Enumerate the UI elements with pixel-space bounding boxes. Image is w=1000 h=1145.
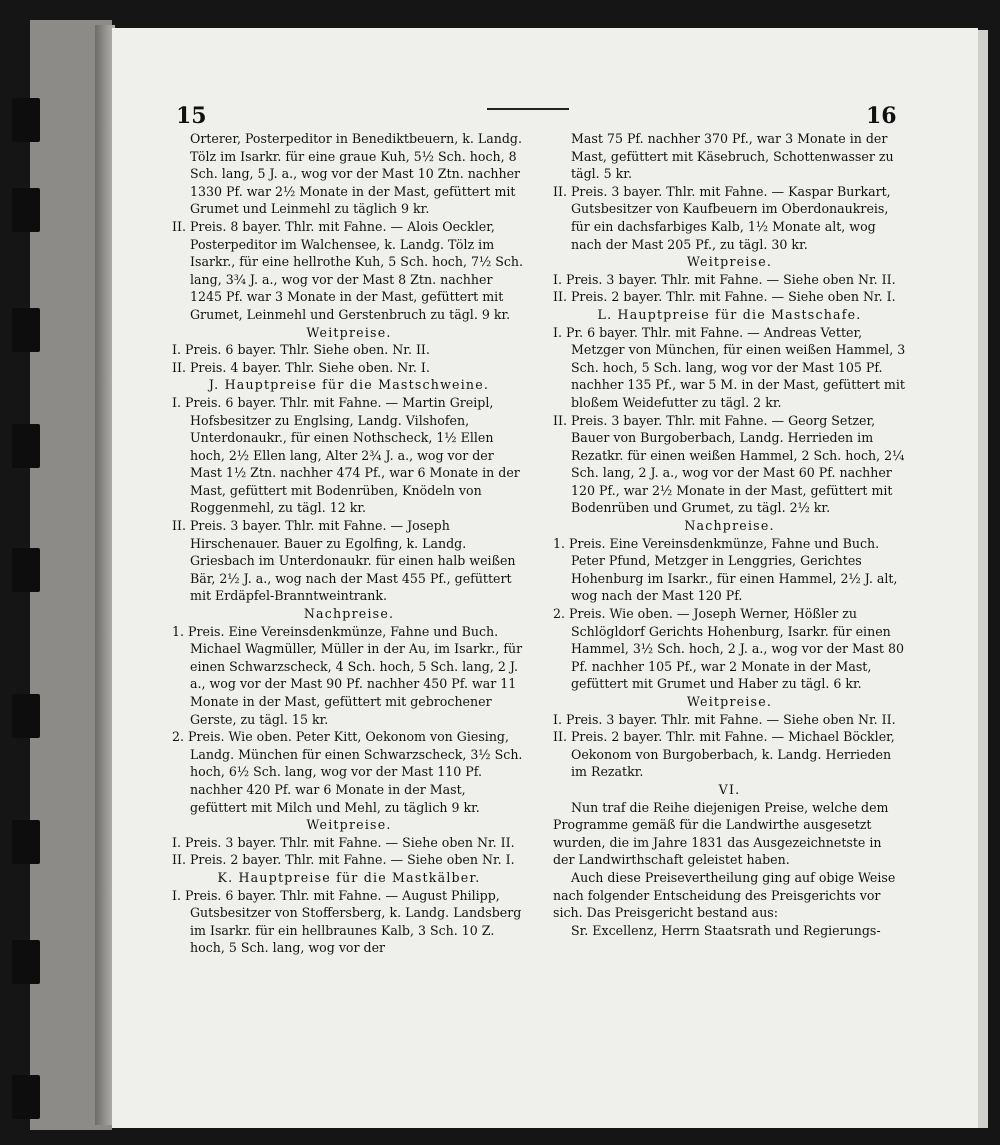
paragraph: Nun traf die Reihe diejenigen Preise, welche dem Programme gemäß für die Landwirthe ausgesetzt wurden, die im Jahre 1831 das Ausgezeichnetste in der Landwirthschaft geleistet haben. — [553, 799, 889, 868]
paragraph: II. Preis. 2 bayer. Thlr. mit Fahne. — Michael Böckler, Oekonom von Burgoberbach, k. Landg. Herrieden im Rezatkr. — [553, 729, 895, 780]
paragraph: II. Preis. 3 bayer. Thlr. mit Fahne. — Kaspar Burkart, Gutsbesitzer von Kaufbeuern im Oberdonaukreis, für ein dachsfarbiges Kalb, 1½ Monate alt, wog nach der Mast 205 Pf., zu tägl. 30 kr. — [553, 183, 891, 252]
page-number-right: 16 — [866, 103, 897, 129]
paragraph: I. Preis. 6 bayer. Thlr. Siehe oben. Nr. II. — [172, 342, 430, 358]
page-tab — [12, 1075, 40, 1119]
section-heading: Weitpreise. — [686, 254, 773, 270]
paragraph: II. Preis. 3 bayer. Thlr. mit Fahne. — Joseph Hirschenauer. Bauer zu Egolfing, k. Landg. Griesbach im Unterdonaukr. für einen halb weißen Bär, 2½ J. a., wog nach der Mast 455 Pf., gefüttert mit Erdäpfel-Branntweintrank. — [172, 518, 516, 604]
page-tab — [12, 694, 40, 738]
section-heading: Weitpreise. — [306, 324, 392, 340]
page-tab — [12, 940, 40, 984]
paragraph: II. Preis. 2 bayer. Thlr. mit Fahne. — Siehe oben Nr. I. — [553, 289, 896, 305]
paragraph: 1. Preis. Eine Vereinsdenkmünze, Fahne und Buch. Michael Wagmüller, Müller in der Au, im Isarkr., für einen Schwarzscheck, 4 Sch. hoch, 5 Sch. lang, 2 J. a., wog vor der Mast 90 Pf. nachher 450 Pf. war 11 Monate in der Mast, gefüttert mit gebrochener Gerste, zu tägl. 15 kr. — [172, 623, 523, 727]
page-tab — [12, 548, 40, 592]
section-heading: Nachpreise. — [684, 518, 775, 534]
paragraph: 2. Preis. Wie oben. — Joseph Werner, Hößler zu Schlögldorf Gerichts Hohenburg, Isarkr. für einen Hammel, 3½ Sch. hoch, 2 J. a., wog vor der Mast 80 Pf. nachher 105 Pf., war 2 Monate in der Mast, gefüttert mit Grumet und Haber zu tägl. 6 kr. — [553, 606, 904, 692]
paragraph: I. Preis. 3 bayer. Thlr. mit Fahne. — Siehe oben Nr. II. — [172, 834, 515, 850]
page-edge — [978, 30, 988, 1128]
paragraph: Auch diese Preisevertheilung ging auf obige Weise nach folgender Entscheidung des Preisgerichts vor sich. Das Preisgericht bestand aus: — [553, 869, 896, 921]
page-number-left: 15 — [176, 103, 207, 129]
section-heading: VI. — [718, 781, 741, 797]
paragraph: 1. Preis. Eine Vereinsdenkmünze, Fahne und Buch. Peter Pfund, Metzger in Lenggries, Gerichtes Hohenburg im Isarkr., für einen Hammel, 2½ J. alt, wog nach der Mast 120 Pf. — [553, 535, 898, 604]
page-tab — [12, 188, 40, 232]
section-heading: K. Hauptpreise für die Mastkälber. — [217, 869, 481, 885]
section-heading: Weitpreise. — [306, 817, 392, 833]
page-tab — [12, 424, 40, 468]
paragraph: I. Pr. 6 bayer. Thlr. mit Fahne. — Andreas Vetter, Metzger von München, für einen weißen Hammel, 3 Sch. hoch, 5 Sch. lang, wog vor der Mast 105 Pf. nachher 135 Pf., war 5 M. in der Mast, gefüttert mit bloßem Weidefutter zu tägl. 2 kr. — [553, 324, 906, 410]
section-heading: L. Hauptpreise für die Mastschafe. — [597, 306, 862, 322]
paragraph: II. Preis. 8 bayer. Thlr. mit Fahne. — Alois Oeckler, Posterpeditor im Walchensee, k. Landg. Tölz im Isarkr., für eine hellrothe Kuh, 5 Sch. hoch, 7½ Sch. lang, 3¾ J. a., wog vor der Mast 8 Ztn. nachher 1245 Pf. war 3 Monate in der Mast, gefüttert mit Grumet, Leinmehl und Gerstenbruch zu tägl. 9 kr. — [172, 218, 523, 322]
paragraph: II. Preis. 2 bayer. Thlr. mit Fahne. — Siehe oben Nr. I. — [172, 852, 515, 868]
paragraph: II. Preis. 3 bayer. Thlr. mit Fahne. — Georg Setzer, Bauer von Burgoberbach, Landg. Herrieden im Rezatkr. für einen weißen Hammel, 2 Sch. hoch, 2¼ Sch. lang, 2 J. a., wog vor der Mast 60 Pf. nachher 120 Pf., war 2½ Monate in der Mast, gefüttert mit Bodenrüben und Grumet, zu tägl. 2½ kr. — [553, 412, 905, 516]
paragraph: Orterer, Posterpeditor in Benediktbeuern, k. Landg. Tölz im Isarkr. für eine graue Kuh, 5½ Sch. hoch, 8 Sch. lang, 5 J. a., wog vor der Mast 10 Ztn. nachher 1330 Pf. war 2½ Monate in der Mast, gefüttert mit Grumet und Leinmehl zu täglich 9 kr. — [190, 131, 522, 217]
paragraph: Mast 75 Pf. nachher 370 Pf., war 3 Monate in der Mast, gefüttert mit Käsebruch, Schottenwasser zu tägl. 5 kr. — [571, 131, 894, 182]
section-heading: Nachpreise. — [303, 606, 395, 622]
paragraph: 2. Preis. Wie oben. Peter Kitt, Oekonom von Giesing, Landg. München für einen Schwarzscheck, 3½ Sch. hoch, 6½ Sch. lang, wog vor der Mast 110 Pf. nachher 420 Pf. war 6 Monate in der Mast, gefüttert mit Milch und Mehl, zu täglich 9 kr. — [172, 729, 523, 815]
section-heading: J. Hauptpreise für die Mastschweine. — [208, 377, 490, 393]
header-rule — [487, 108, 569, 110]
text-column-left — [172, 130, 526, 957]
section-heading: Weitpreise. — [686, 694, 773, 709]
page-tab — [12, 820, 40, 864]
paragraph: I. Preis. 3 bayer. Thlr. mit Fahne. — Siehe oben Nr. II. — [553, 271, 896, 287]
text-column-right — [553, 130, 906, 939]
page-tab — [12, 308, 40, 352]
paragraph: I. Preis. 3 bayer. Thlr. mit Fahne. — Siehe oben Nr. II. — [553, 711, 896, 727]
page-tab — [12, 98, 40, 142]
paragraph: I. Preis. 6 bayer. Thlr. mit Fahne. — Martin Greipl, Hofsbesitzer zu Englsing, Landg. Vilshofen, Unterdonaukr., für einen Nothscheck, 1½ Ellen hoch, 2½ Ellen lang, Alter 2¾ J. a., wog vor der Mast 1½ Ztn. nachher 474 Pf., war 6 Monate in der Mast, gefüttert mit Bodenrüben, Knödeln von Roggenmehl, zu tägl. 12 kr. — [172, 394, 520, 516]
paragraph: II. Preis. 4 bayer. Thlr. Siehe oben. Nr. I. — [172, 359, 430, 375]
paragraph: Sr. Excellenz, Herrn Staatsrath und Regierungs- — [571, 922, 881, 938]
paragraph: I. Preis. 6 bayer. Thlr. mit Fahne. — August Philipp, Gutsbesitzer von Stoffersberg, k. Landg. Landsberg im Isarkr. für ein hellbraunes Kalb, 3 Sch. 10 Z. hoch, 5 Sch. lang, wog vor der — [172, 887, 522, 956]
